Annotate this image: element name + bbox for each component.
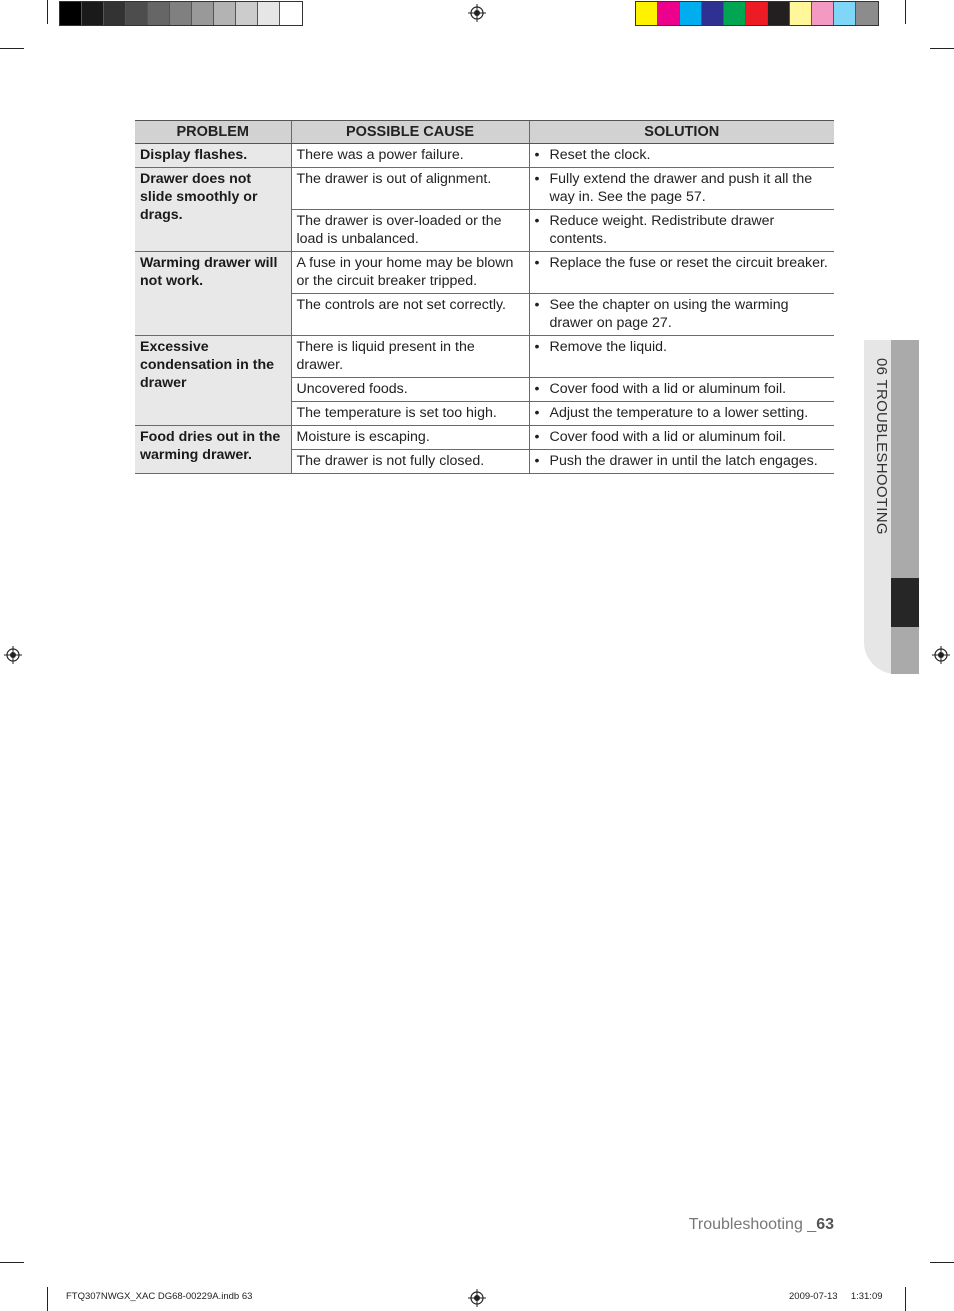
color-swatch xyxy=(82,2,104,25)
color-swatch xyxy=(192,2,214,25)
cause-cell: The drawer is out of alignment. xyxy=(291,168,529,210)
color-swatch xyxy=(214,2,236,25)
bullet-icon: • xyxy=(534,453,540,469)
solution-text: Replace the fuse or reset the circuit breaker. xyxy=(549,255,828,271)
grayscale-color-bar xyxy=(59,1,303,26)
solution-text: Cover food with a lid or aluminum foil. xyxy=(549,429,787,445)
bullet-icon: • xyxy=(534,213,540,229)
color-swatch xyxy=(812,2,834,25)
cause-cell: A fuse in your home may be blown or the circuit breaker tripped. xyxy=(291,252,529,294)
bullet-icon: • xyxy=(534,405,540,421)
color-swatch xyxy=(636,2,658,25)
cause-cell: Uncovered foods. xyxy=(291,378,529,402)
color-swatch xyxy=(834,2,856,25)
color-swatch xyxy=(768,2,790,25)
solution-cell xyxy=(529,168,834,210)
table-header-row xyxy=(135,121,834,144)
solution-cell xyxy=(529,210,834,252)
crop-mark xyxy=(905,0,906,24)
solution-cell xyxy=(529,450,834,474)
registration-mark-icon xyxy=(468,4,486,22)
date-slug xyxy=(789,1291,883,1302)
footer-section: Troubleshooting _ xyxy=(688,1216,817,1233)
problem-cell: Display flashes. xyxy=(135,144,291,168)
registration-mark-icon xyxy=(468,1289,486,1307)
color-swatch xyxy=(60,2,82,25)
solution-text: Fully extend the drawer and push it all the way in. See the page 57. xyxy=(549,171,813,205)
crop-mark xyxy=(47,1287,48,1311)
bullet-icon: • xyxy=(534,255,540,271)
table-row xyxy=(135,336,834,378)
problem-cell: Drawer does not slide smoothly or drags. xyxy=(135,168,291,252)
cause-cell: The drawer is over-loaded or the load is unbalanced. xyxy=(291,210,529,252)
registration-mark-icon xyxy=(4,646,22,664)
bullet-icon: • xyxy=(534,381,540,397)
solution-cell xyxy=(529,336,834,378)
color-swatch xyxy=(702,2,724,25)
solution-text: Push the drawer in until the latch engages. xyxy=(549,453,818,469)
color-swatch xyxy=(658,2,680,25)
page-footer xyxy=(689,1216,834,1234)
troubleshooting-table xyxy=(135,120,834,474)
color-swatch xyxy=(856,2,878,25)
bullet-icon: • xyxy=(534,171,540,187)
solution-text: Remove the liquid. xyxy=(549,339,668,355)
cause-cell: The temperature is set too high. xyxy=(291,402,529,426)
solution-text: Cover food with a lid or aluminum foil. xyxy=(549,381,787,397)
table-row xyxy=(135,144,834,168)
color-swatch xyxy=(170,2,192,25)
file-slug: FTQ307NWGX_XAC DG68-00229A.indb 63 xyxy=(66,1291,253,1302)
bullet-icon: • xyxy=(534,429,540,445)
solution-cell xyxy=(529,144,834,168)
color-swatch xyxy=(680,2,702,25)
crop-mark xyxy=(905,1287,906,1311)
solution-cell xyxy=(529,378,834,402)
problem-cell: Food dries out in the warming drawer. xyxy=(135,426,291,474)
header-possible-cause: POSSIBLE CAUSE xyxy=(291,121,529,144)
color-swatch xyxy=(746,2,768,25)
color-swatch xyxy=(258,2,280,25)
header-solution: SOLUTION xyxy=(529,121,834,144)
slug-date: 2009-07-13 xyxy=(789,1291,838,1302)
table-row xyxy=(135,426,834,450)
bullet-icon: • xyxy=(534,147,540,163)
solution-text: Reset the clock. xyxy=(549,147,651,163)
solution-cell xyxy=(529,402,834,426)
crop-mark xyxy=(930,1262,954,1263)
crop-mark xyxy=(930,48,954,49)
table-row xyxy=(135,252,834,294)
cause-cell: The drawer is not fully closed. xyxy=(291,450,529,474)
solution-cell xyxy=(529,294,834,336)
color-swatch xyxy=(790,2,812,25)
chapter-label: 06 TROUBLESHOOTING xyxy=(873,358,890,535)
solution-cell xyxy=(529,252,834,294)
problem-cell: Excessive condensation in the drawer xyxy=(135,336,291,426)
bullet-icon: • xyxy=(534,339,540,355)
process-color-bar xyxy=(635,1,879,26)
solution-text: Reduce weight. Redistribute drawer contents. xyxy=(549,213,775,247)
solution-text: See the chapter on using the warming drawer on page 27. xyxy=(549,297,789,331)
cause-cell: The controls are not set correctly. xyxy=(291,294,529,336)
cause-cell: Moisture is escaping. xyxy=(291,426,529,450)
color-swatch xyxy=(104,2,126,25)
registration-mark-icon xyxy=(932,646,950,664)
header-problem: PROBLEM xyxy=(135,121,291,144)
crop-mark xyxy=(47,0,48,24)
color-swatch xyxy=(126,2,148,25)
solution-cell xyxy=(529,426,834,450)
solution-text: Adjust the temperature to a lower setting. xyxy=(549,405,809,421)
color-swatch xyxy=(280,2,302,25)
problem-cell: Warming drawer will not work. xyxy=(135,252,291,336)
color-swatch xyxy=(724,2,746,25)
table-row xyxy=(135,168,834,210)
cause-cell: There was a power failure. xyxy=(291,144,529,168)
bullet-icon: • xyxy=(534,297,540,313)
color-swatch xyxy=(148,2,170,25)
crop-mark xyxy=(0,48,24,49)
color-swatch xyxy=(236,2,258,25)
cause-cell: There is liquid present in the drawer. xyxy=(291,336,529,378)
chapter-side-tab xyxy=(864,340,919,674)
slug-time: 1:31:09 xyxy=(850,1291,883,1302)
page-number: 63 xyxy=(816,1216,834,1233)
crop-mark xyxy=(0,1262,24,1263)
